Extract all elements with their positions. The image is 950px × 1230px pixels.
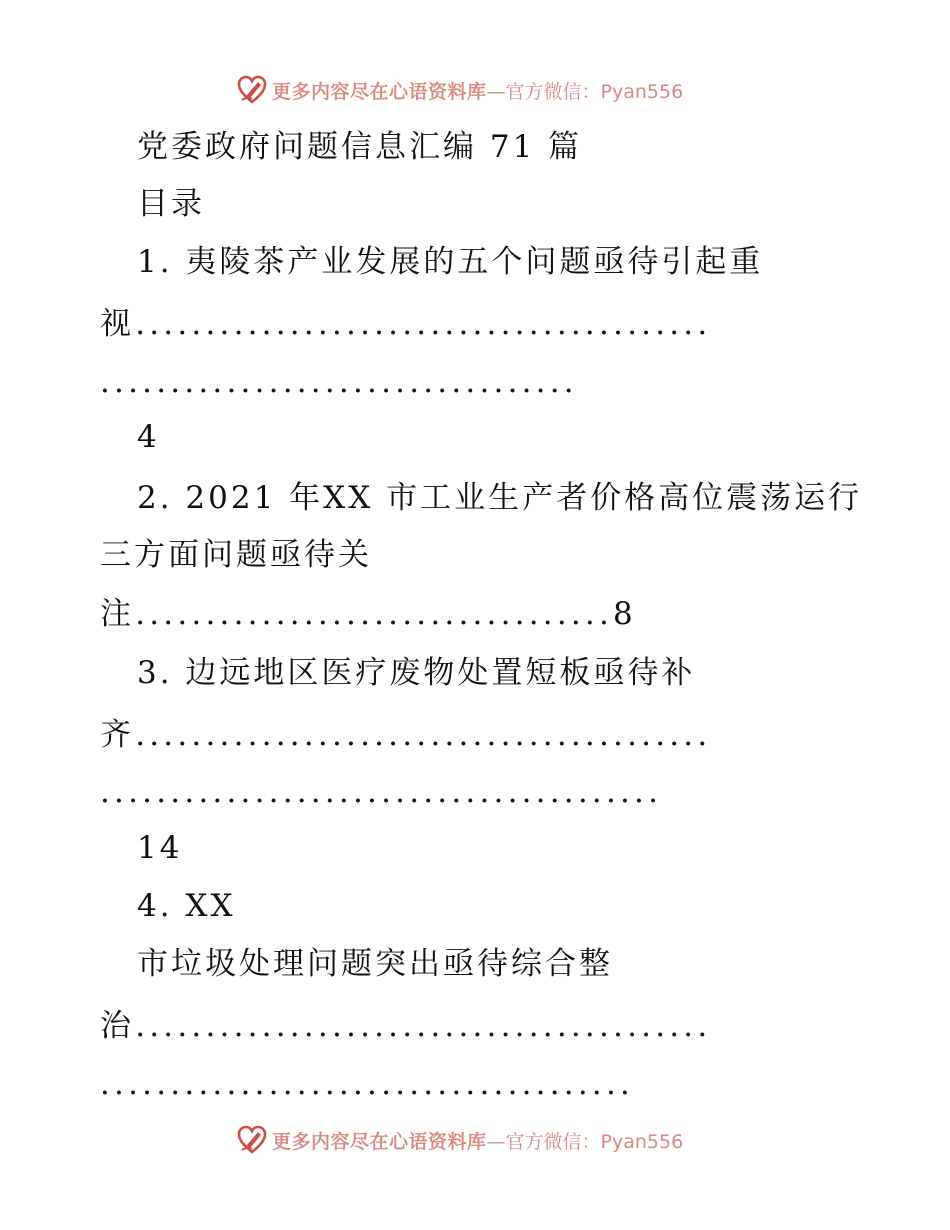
document-title: 党委政府问题信息汇编 71 篇 — [137, 129, 583, 165]
banner-wechat-id: —官方微信：Pyan556 — [486, 80, 684, 103]
toc-entry-3-leader: 齐......................................... — [100, 717, 712, 753]
toc-entry-4-title[interactable]: 4. XX — [137, 888, 236, 924]
banner-wechat-id: —官方微信：Pyan556 — [486, 1130, 684, 1153]
toc-entry-3-page: 14 — [137, 830, 183, 866]
toc-entry-3-leader-cont: ........................................ — [100, 774, 663, 810]
toc-entry-2-leader: 注..................................8 — [100, 596, 637, 632]
banner-text: 更多内容尽在心语资料库 — [272, 80, 487, 103]
toc-entry-1-leader: 视......................................... — [100, 306, 712, 342]
toc-entry-1-page: 4 — [137, 419, 160, 455]
toc-entry-4-leader-cont: ...................................... — [100, 1066, 635, 1102]
banner-text: 更多内容尽在心语资料库 — [272, 1130, 487, 1153]
heart-pen-logo-icon — [236, 74, 268, 106]
toc-entry-3-title[interactable]: 3. 边远地区医疗废物处置短板亟待补 — [137, 655, 696, 691]
footer-banner — [236, 1123, 683, 1157]
toc-entry-2-title-cont: 三方面问题亟待关 — [100, 537, 372, 573]
heart-pen-logo-icon — [236, 1124, 268, 1156]
toc-entry-4-title-cont: 市垃圾处理问题突出亟待综合整 — [137, 946, 613, 982]
toc-entry-1-title[interactable]: 1. 夷陵茶产业发展的五个问题亟待引起重 — [137, 244, 764, 280]
toc-entry-4-leader: 治......................................... — [100, 1008, 712, 1044]
toc-heading: 目录 — [137, 186, 205, 222]
toc-entry-1-leader-cont: .................................. — [100, 364, 578, 400]
toc-entry-2-title[interactable]: 2. 2021 年XX 市工业生产者价格高位震荡运行 — [137, 480, 863, 516]
header-banner — [236, 73, 683, 107]
